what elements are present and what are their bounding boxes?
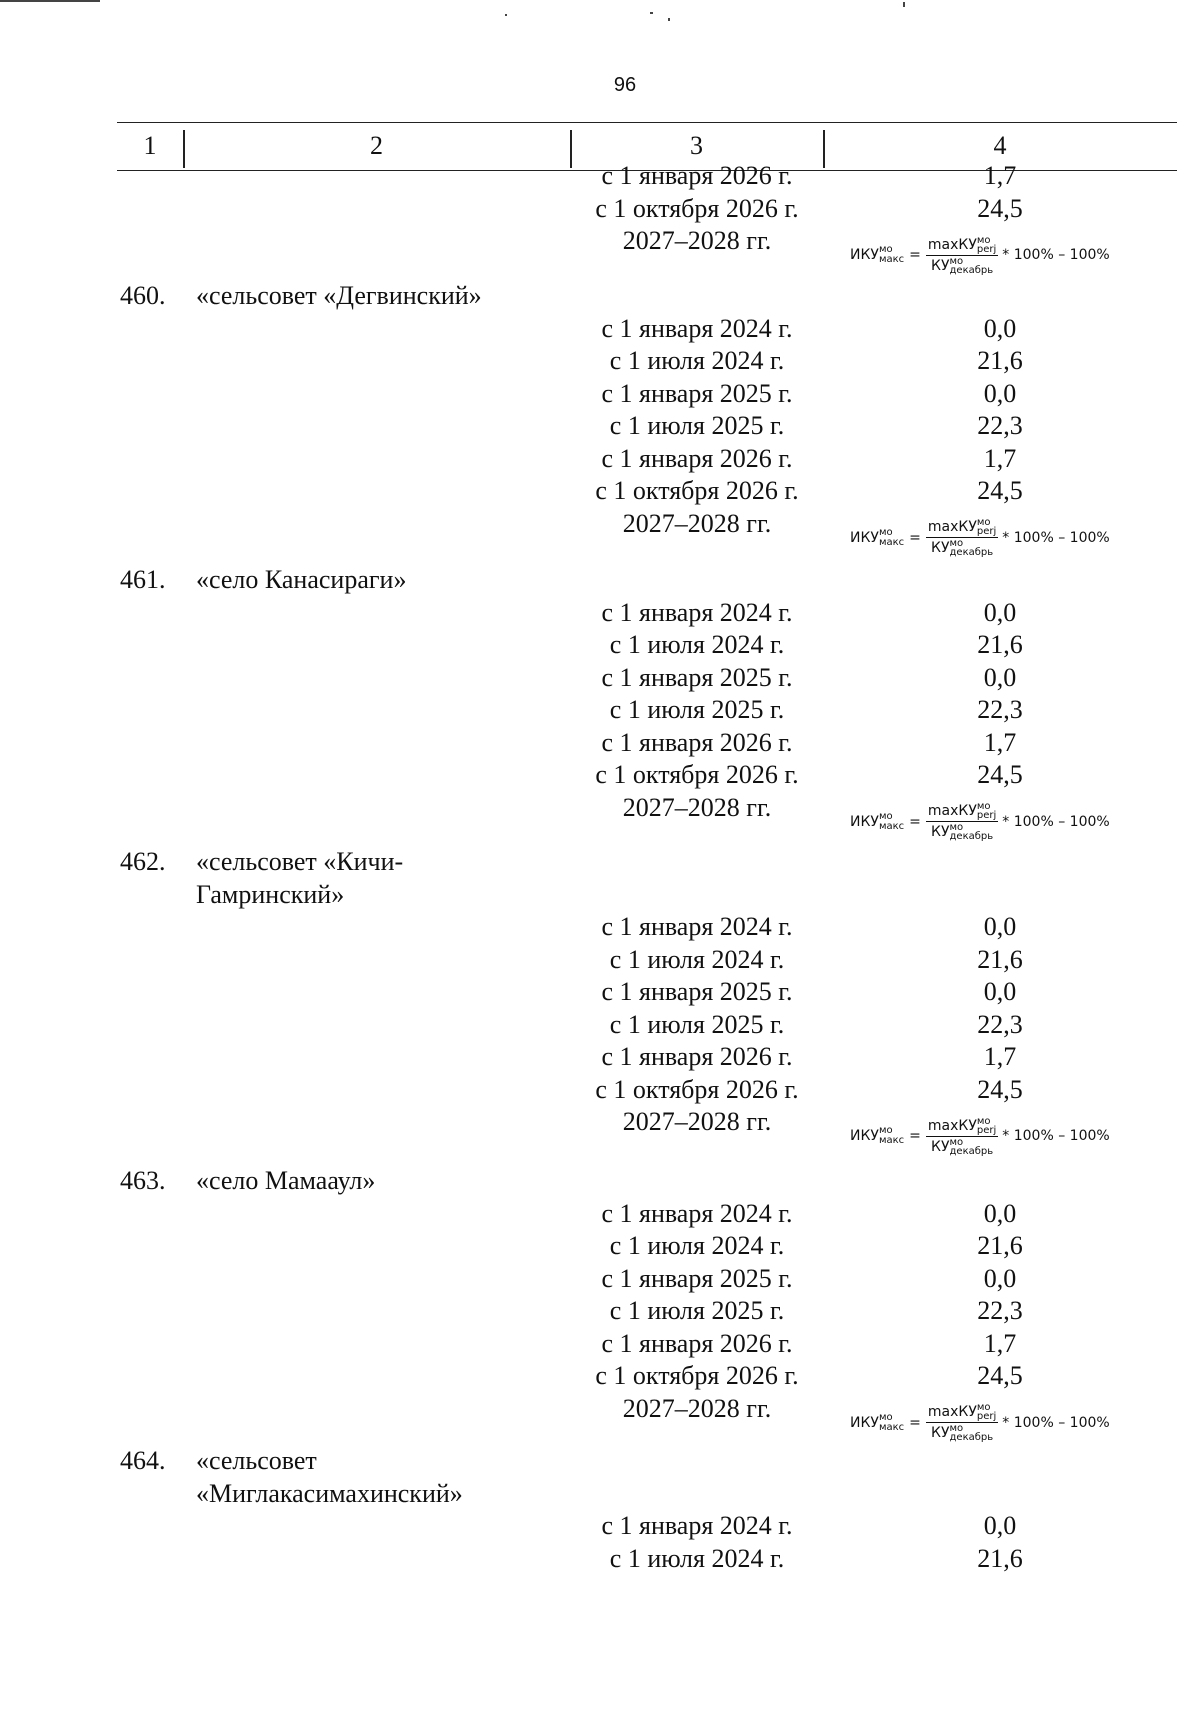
header-col-1: 1: [143, 131, 157, 160]
entry-name: «сельсовет «Дегвинский»: [196, 281, 482, 310]
value-cell: 0,0: [983, 597, 1017, 627]
formula-fraction: maxКУ мо perj КУ мо декабрь: [927, 801, 997, 842]
period-cell: с 1 октября 2026 г.: [595, 1074, 799, 1104]
period-cell: с 1 января 2026 г.: [601, 161, 793, 190]
period-cell: с 1 января 2025 г.: [601, 378, 793, 408]
period-cell: 2027–2028 гг.: [622, 226, 772, 255]
period-cell: с 1 октября 2026 г.: [595, 760, 799, 789]
value-cell: 1,7: [983, 1328, 1017, 1358]
period-cell: с 1 января 2026 г.: [601, 727, 793, 757]
period-cell: с 1 июля 2024 г.: [609, 944, 785, 974]
value-cell: 1,7: [983, 727, 1017, 757]
entry-name: «сельсовет: [196, 1446, 317, 1475]
value-cell: 0,0: [983, 977, 1017, 1006]
formula-lhs: ИКУ мо макс: [850, 244, 905, 265]
value-cell: 22,3: [977, 1296, 1023, 1325]
value-cell: 21,6: [977, 630, 1023, 659]
entry-name: Гамринский»: [196, 879, 345, 909]
period-cell: с 1 июля 2024 г.: [609, 346, 785, 375]
period-cell: 2027–2028 гг.: [622, 792, 772, 822]
header-col-4: 4: [993, 131, 1007, 160]
formula-tail: * 100% – 100%: [1002, 247, 1110, 263]
formula: ИКУ мо макс = maxКУ мо perj КУ мо декабрь * 100% – 100%: [850, 1402, 1110, 1443]
period-cell: с 1 июля 2024 г.: [609, 1231, 785, 1260]
header-col-2: 2: [370, 131, 383, 160]
value-cell: 21,6: [977, 346, 1023, 375]
value-cell: 21,6: [977, 1543, 1023, 1573]
entry-name: «сельсовет «Кичи-: [196, 847, 404, 876]
period-cell: с 1 июля 2025 г.: [609, 695, 785, 724]
period-cell: с 1 июля 2025 г.: [609, 411, 785, 440]
period-cell: 2027–2028 гг.: [622, 1107, 772, 1136]
value-cell: 1,7: [983, 161, 1017, 190]
formula: ИКУ мо макс = maxКУ мо perj КУ мо декабрь * 100% – 100%: [850, 234, 1110, 276]
period-cell: с 1 января 2024 г.: [601, 313, 793, 343]
value-cell: 24,5: [977, 193, 1023, 223]
entry-name: «село Канасираги»: [196, 565, 407, 594]
value-cell: 0,0: [983, 1263, 1017, 1293]
formula-tail: * 100% – 100%: [1002, 1128, 1110, 1144]
value-cell: 0,0: [983, 1511, 1017, 1540]
value-cell: 24,5: [977, 476, 1023, 505]
formula-fraction: maxКУ мо perj КУ мо декабрь: [927, 517, 997, 558]
value-cell: 1,7: [983, 1042, 1017, 1071]
value-cell: 22,3: [977, 695, 1023, 724]
formula-fraction: maxКУ мо perj КУ мо декабрь: [927, 1402, 997, 1443]
formula-lhs: ИКУ мо макс: [850, 1411, 905, 1433]
formula-tail: * 100% – 100%: [1002, 813, 1110, 830]
value-cell: 22,3: [977, 411, 1023, 440]
formula-fraction: maxКУ мо perj КУ мо декабрь: [927, 234, 997, 276]
period-cell: 2027–2028 гг.: [622, 508, 772, 538]
entry-number: 464.: [120, 1446, 166, 1475]
value-cell: 24,5: [977, 760, 1023, 789]
period-cell: с 1 января 2026 г.: [601, 443, 793, 473]
formula-fraction: maxКУ мо perj КУ мо декабрь: [927, 1115, 997, 1157]
value-cell: 24,5: [977, 1361, 1023, 1390]
period-cell: с 1 января 2024 г.: [601, 912, 793, 941]
period-cell: с 1 января 2025 г.: [601, 977, 793, 1006]
formula-lhs: ИКУ мо макс: [850, 810, 905, 832]
formula: ИКУ мо макс = maxКУ мо perj КУ мо декабрь * 100% – 100%: [850, 517, 1110, 558]
formula-tail: * 100% – 100%: [1002, 529, 1110, 546]
entry-number: 463.: [120, 1166, 166, 1195]
period-cell: с 1 июля 2025 г.: [609, 1009, 785, 1039]
period-cell: с 1 января 2025 г.: [601, 1263, 793, 1293]
entry-number: 461.: [120, 565, 166, 594]
entry-number: 462.: [120, 847, 166, 876]
formula: ИКУ мо макс = maxКУ мо perj КУ мо декабрь * 100% – 100%: [850, 801, 1110, 842]
entry-number: 460.: [120, 281, 166, 310]
formula-lhs: ИКУ мо макс: [850, 526, 905, 548]
value-cell: 0,0: [983, 662, 1017, 692]
formula-tail: * 100% – 100%: [1002, 1414, 1110, 1431]
period-cell: с 1 октября 2026 г.: [595, 476, 799, 505]
value-cell: 24,5: [977, 1074, 1023, 1104]
value-cell: 1,7: [983, 443, 1017, 473]
period-cell: с 1 января 2024 г.: [601, 1511, 793, 1540]
period-cell: с 1 октября 2026 г.: [595, 193, 799, 223]
period-cell: с 1 января 2024 г.: [601, 597, 793, 627]
period-cell: с 1 июля 2024 г.: [609, 630, 785, 659]
value-cell: 22,3: [977, 1009, 1023, 1039]
formula: ИКУ мо макс = maxКУ мо perj КУ мо декабрь * 100% – 100%: [850, 1115, 1110, 1157]
period-cell: с 1 октября 2026 г.: [595, 1361, 799, 1390]
period-cell: с 1 июля 2025 г.: [609, 1296, 785, 1325]
period-cell: с 1 января 2026 г.: [601, 1042, 793, 1071]
value-cell: 0,0: [983, 912, 1017, 941]
value-cell: 0,0: [983, 378, 1017, 408]
value-cell: 0,0: [983, 313, 1017, 343]
period-cell: с 1 января 2026 г.: [601, 1328, 793, 1358]
formula-lhs: ИКУ мо макс: [850, 1125, 905, 1146]
header-col-3: 3: [690, 131, 703, 160]
page-number: 96: [613, 74, 637, 96]
period-cell: 2027–2028 гг.: [622, 1393, 772, 1423]
period-cell: с 1 января 2024 г.: [601, 1198, 793, 1228]
period-cell: с 1 января 2025 г.: [601, 662, 793, 692]
value-cell: 0,0: [983, 1198, 1017, 1228]
value-cell: 21,6: [977, 1231, 1023, 1260]
entry-name: «Миглакасимахинский»: [196, 1478, 463, 1508]
period-cell: с 1 июля 2024 г.: [609, 1543, 785, 1573]
entry-name: «село Мамааул»: [196, 1166, 376, 1195]
value-cell: 21,6: [977, 944, 1023, 974]
